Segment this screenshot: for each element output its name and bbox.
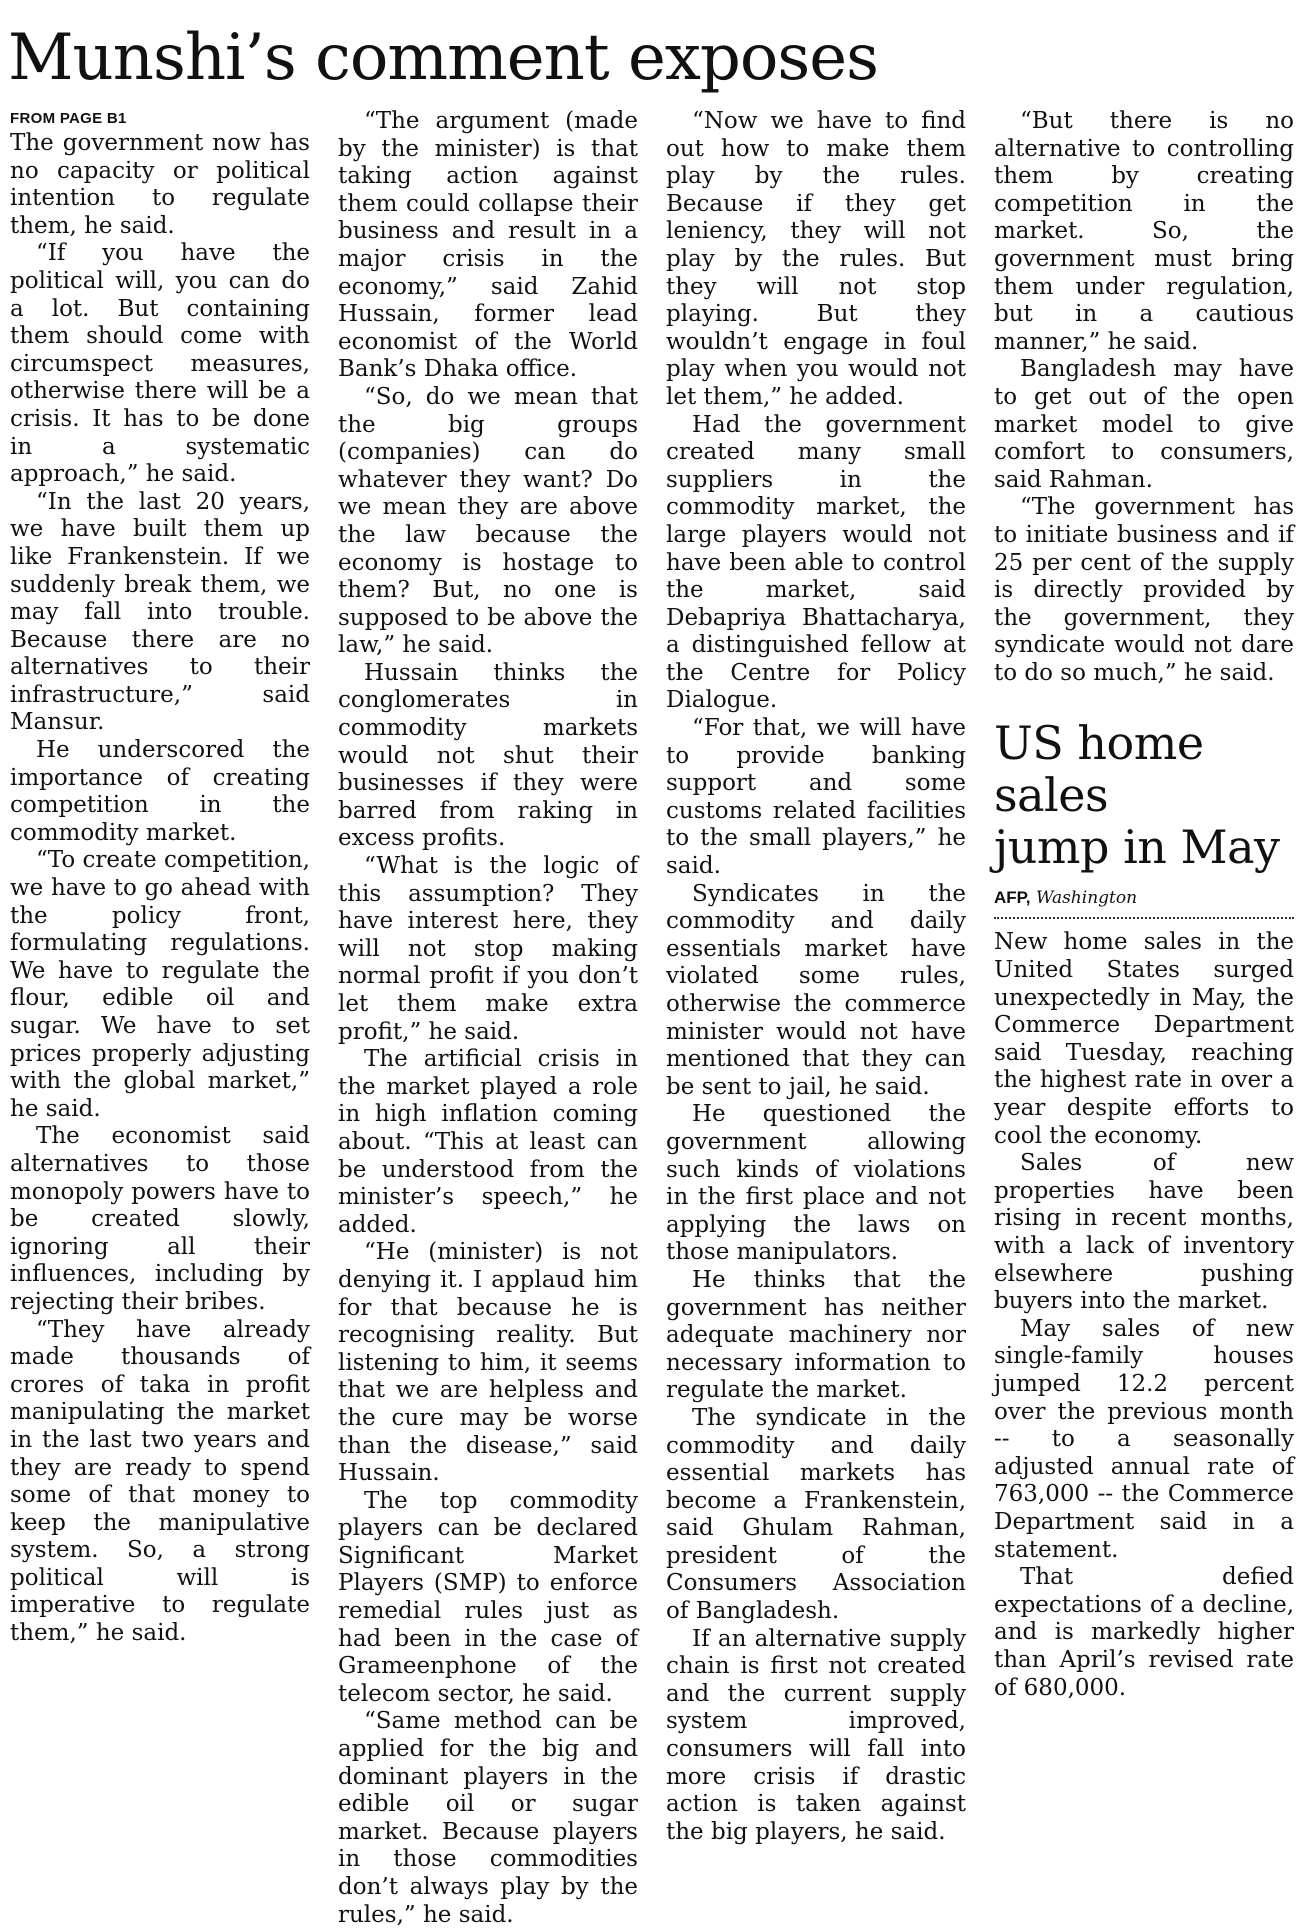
sidebar-paragraph: New home sales in the United States surged unexpectedly in May, the Commerce Department said Tuesday, reaching the highest rate in over a year despite efforts to cool the economy. — [994, 929, 1294, 1149]
article-paragraph: Had the government created many small suppliers in the commodity market, the large players would not have been able to control the market, said Debapriya Bhattacharya, a distinguished fellow at the Centre for Policy Dialogue. — [666, 411, 966, 714]
article-paragraph: Syndicates in the commodity and daily essentials market have violated some rules, otherwise the commerce minister would not have mentioned that they can be sent to jail, he said. — [666, 880, 966, 1100]
article-paragraph: Bangladesh may have to get out of the open market model to give comfort to consumers, said Rahman. — [994, 356, 1294, 493]
article-paragraph: The top commodity players can be declared Significant Market Players (SMP) to enforce remedial rules just as had been in the case of Grameenphone of the telecom sector, he said. — [338, 1487, 638, 1707]
article-column-3 — [666, 108, 966, 1846]
sidebar-paragraph: Sales of new properties have been rising in recent months, with a lack of inventory elsewhere pushing buyers into the market. — [994, 1150, 1294, 1315]
article-paragraph: “If you have the political will, you can do a lot. But containing them should come with circumspect measures, otherwise there will be a crisis. It has to be done in a systematic approach,” he said. — [10, 240, 310, 488]
article-paragraph: If an alternative supply chain is first not created and the current supply system improved, consumers will fall into more crisis if drastic action is taken against the big players, he said. — [666, 1625, 966, 1845]
article-paragraph: The economist said alternatives to those monopoly powers have to be created slowly, ignoring all their influences, including by rejecting their bribes. — [10, 1123, 310, 1315]
article-paragraph: “In the last 20 years, we have built them up like Frankenstein. If we suddenly break them, we may fall into trouble. Because there are no alternatives to their infrastructure,” said Mansur. — [10, 488, 310, 736]
article-paragraph: Hussain thinks the conglomerates in commodity markets would not shut their businesses if they were barred from raking in excess profits. — [338, 659, 638, 852]
sidebar-paragraph: That defied expectations of a decline, and is markedly higher than April’s revised rate of 680,000. — [994, 1564, 1294, 1701]
dotted-divider — [994, 917, 1294, 919]
article-paragraph: “So, do we mean that the big groups (companies) can do whatever they want? Do we mean they are above the law because the economy is hostage to them? But, no one is supposed to be above the law,” he said. — [338, 383, 638, 659]
article-paragraph: “What is the logic of this assumption? They have interest here, they will not stop making normal profit if you don’t let them make extra profit,” he said. — [338, 853, 638, 1045]
from-page-kicker: FROM PAGE B1 — [10, 110, 127, 127]
main-headline: Munshi’s comment exposes — [8, 21, 878, 95]
article-column-2 — [338, 108, 638, 1929]
article-paragraph: The syndicate in the commodity and daily essential markets has become a Frankenstein, said Ghulam Rahman, president of the Consumers Association of Bangladesh. — [666, 1404, 966, 1625]
sidebar-headline-line-2: jump in May — [994, 820, 1280, 875]
sidebar-paragraph: May sales of new single-family houses jumped 12.2 percent over the previous month -- to a seasonally adjusted annual rate of 763,000 -- the Commerce Department said in a statement. — [994, 1315, 1294, 1563]
article-paragraph: The government now has no capacity or political intention to regulate them, he said. — [10, 130, 310, 239]
article-paragraph: “Same method can be applied for the big and dominant players in the edible oil or sugar market. Because players in those commodities don’t always play by the rules,” he said. — [338, 1708, 638, 1928]
article-column-1 — [10, 108, 310, 1648]
article-paragraph: “The argument (made by the minister) is that taking action against them could collapse their business and result in a major crisis in the economy,” said Zahid Hussain, former lead economist of the World Bank’s Dhaka office. — [338, 108, 638, 383]
article-paragraph: “They have already made thousands of crores of taka in profit manipulating the market in the last two years and they are ready to spend some of that money to keep the manipulative system. So, a strong political will is imperative to regulate them,” he said. — [10, 1316, 310, 1647]
article-column-4 — [994, 108, 1294, 1702]
article-paragraph: “But there is no alternative to controlling them by creating competition in the market. So, the government must bring them under regulation, but in a cautious manner,” he said. — [994, 108, 1294, 355]
article-paragraph: “For that, we will have to provide banking support and some customs related facilities to the small players,” he said. — [666, 715, 966, 880]
article-paragraph: He underscored the importance of creating competition in the commodity market. — [10, 737, 310, 846]
article-paragraph: The artificial crisis in the market played a role in high inflation coming about. “This at least can be understood from the minister’s speech,” he added. — [338, 1046, 638, 1238]
article-paragraph: “He (minister) is not denying it. I applaud him for that because he is recognising reality. But listening to him, it seems that we are helpless and the cure may be worse than the disease,” said Hussain. — [338, 1239, 638, 1487]
article-paragraph: “To create competition, we have to go ahead with the policy front, formulating regulations. We have to regulate the flour, edible oil and sugar. We have to set prices properly adjusting with the global market,” he said. — [10, 847, 310, 1122]
byline — [994, 887, 1294, 909]
article-paragraph: “The government has to initiate business and if 25 per cent of the supply is directly provided by the government, they syndicate would not dare to do so much,” he said. — [994, 494, 1294, 686]
sidebar-headline — [994, 717, 1294, 873]
article-paragraph: He thinks that the government has neither adequate machinery nor necessary information to regulate the market. — [666, 1266, 966, 1404]
byline-place: Washington — [1035, 888, 1138, 909]
article-paragraph: He questioned the government allowing such kinds of violations in the first place and not applying the laws on those manipulators. — [666, 1101, 966, 1266]
sidebar-headline-line-1: US home sales — [994, 716, 1204, 823]
byline-agency: AFP, — [994, 888, 1031, 908]
article-paragraph: “Now we have to find out how to make them play by the rules. Because if they get leniency, they will not play by the rules. But they will not stop playing. But they wouldn’t engage in foul play when you would not let them,” he added. — [666, 108, 966, 410]
